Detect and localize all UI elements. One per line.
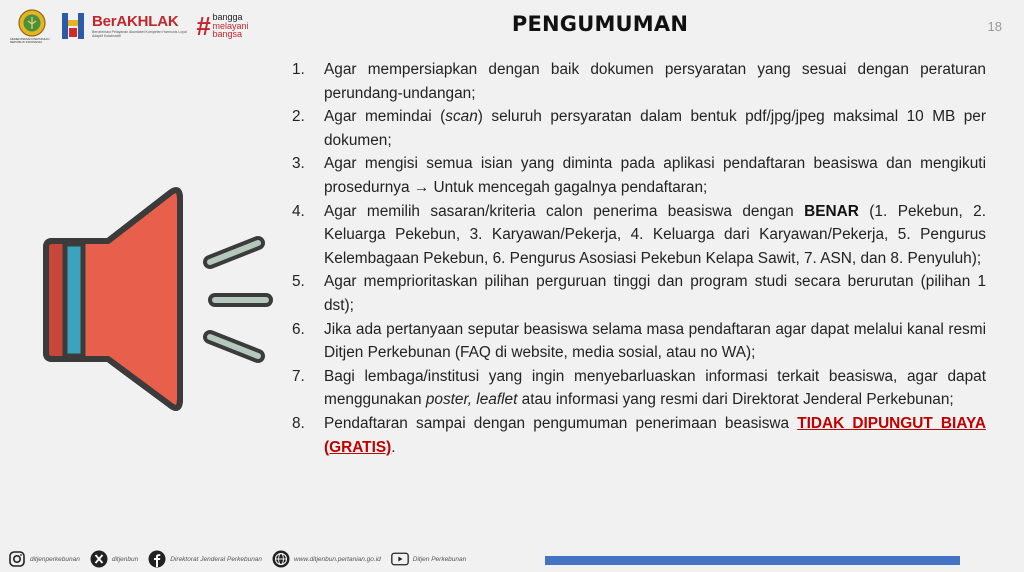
social-footer [8,548,466,570]
facebook-icon [148,550,166,568]
berakhlak-name: BerAKHLAK [92,13,179,30]
list-item [292,58,986,105]
item-text: Agar memindai (scan) seluruh persyaratan dalam bentuk pdf/jpg/jpeg maksimal 10 MB per dokumen; [324,108,986,149]
item-text: Bagi lembaga/institusi yang ingin menyebarluaskan informasi terkait beasiswa, agar dapat menggunakan poster, leaflet atau informasi yang resmi dari Direktorat Jenderal Perkebunan; [324,367,986,409]
berakhlak-h-icon [62,11,84,41]
item-text: Pendaftaran sampai dengan pengumuman penerimaan beasiswa TIDAK DIPUNGUT BIAYA (GRATIS). [324,414,986,456]
page-title: PENGUMUMAN [511,12,689,36]
megaphone-speaker-icon [40,185,280,415]
berakhlak-logo [92,14,188,38]
item-number: 8. [292,414,305,432]
melayani-word: melayani [212,20,249,31]
hash-icon: # [196,11,211,41]
item-text: Agar memilih sasaran/kriteria calon penerima beasiswa dengan BENAR (1. Pekebun, 2. Keluarga Pekebun, 3. Karyawan/Pekerja, 4. Keluarga dari Karyawan/Pekerja, 5. Pengurus Kelembagaan Pekebun, 6. Pengurus Asosiasi Pekebun Kelapa Sawit, 7. ASN, dan 8. Penyuluh); [324,202,986,267]
berakhlak-subtitle: Berorientasi Pelayanan Akuntabel Kompeten Harmonis Loyal Adaptif Kolaboratif [92,30,187,38]
item-text: Agar mengisi semua isian yang diminta pada aplikasi pendaftaran beasiswa dan mengikuti prosedurnya → Untuk mencegah gagalnya pendaftaran; [324,155,986,196]
item-number: 3. [292,155,305,173]
slide-number: 18 [987,19,1002,34]
page-title-container [480,12,720,36]
footer-accent-bar [545,556,960,565]
free-of-charge-emphasis: TIDAK DIPUNGUT BIAYA (GRATIS) [324,414,986,456]
instagram-handle: ditjenperkebunan [30,555,80,563]
item-text: Jika ada pertanyaan seputar beasiswa selama masa pendaftaran agar dapat melalui kanal resmi Ditjen Perkebunan (FAQ di website, media sosial, atau no WA); [324,320,986,362]
bangga-word: bangga [212,12,243,23]
item-number: 4. [292,202,305,220]
list-item [292,365,986,412]
italic-term: poster, leaflet [425,391,518,409]
kementan-caption: KEMENTERIAN PERTANIAN REPUBLIK INDONESIA [10,37,50,44]
item-number: 2. [292,108,305,126]
header-logos [10,8,249,44]
emphasis-benar: BENAR [804,202,859,220]
globe-icon [272,550,290,568]
item-number: 1. [292,61,305,78]
kementan-emblem-icon [17,8,47,38]
youtube-channel: Ditjen Perkebunan [412,555,467,563]
item-number: 6. [292,320,305,338]
instagram-icon [8,550,26,568]
list-item [292,270,986,317]
list-item [292,152,986,199]
list-item [292,412,986,459]
website-url: www.ditjenbun.pertanian.go.id [294,555,381,563]
item-text: Agar memprioritaskan pilihan perguruan tinggi dan program studi secara berurutan (pilihan 1 dst); [324,273,986,314]
footer-x[interactable] [90,550,138,568]
item-number: 5. [292,273,305,291]
facebook-page: Direktorat Jenderal Perkebunan [170,555,263,563]
footer-youtube[interactable] [391,550,466,568]
bangga-melayani-logo [196,13,249,39]
x-handle: ditjenbun [111,555,139,563]
list-item [292,200,986,271]
footer-facebook[interactable] [148,550,262,568]
list-item [292,318,986,365]
bangsa-word: bangsa [212,29,242,40]
x-twitter-icon [90,550,108,568]
announcement-list [292,58,986,459]
footer-website[interactable] [272,550,381,568]
item-text: Agar mempersiapkan dengan baik dokumen persyaratan yang sesuai dengan peraturan perundang-undangan; [324,61,986,102]
footer-instagram[interactable] [8,550,80,568]
item-number: 7. [292,367,305,385]
youtube-icon [391,550,409,568]
kementan-logo [10,8,54,44]
italic-term: scan [445,108,478,126]
list-item [292,105,986,152]
